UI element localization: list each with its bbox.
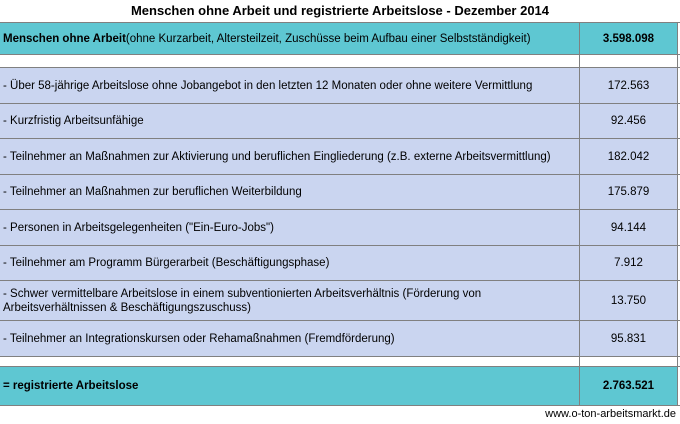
- row-label: - Teilnehmer an Integrationskursen oder Rehamaßnahmen (Fremdförderung): [0, 321, 580, 356]
- table-row: [0, 67, 680, 103]
- total-row: [0, 366, 680, 406]
- header-value: 3.598.098: [580, 23, 678, 54]
- row-value: 172.563: [580, 68, 678, 103]
- table-row: [0, 320, 680, 356]
- row-label: - Teilnehmer an Maßnahmen zur beruflichen Weiterbildung: [0, 175, 580, 209]
- row-label: - Über 58-jährige Arbeitslose ohne Jobangebot in den letzten 12 Monaten oder ohne weitere Vermittlung: [0, 68, 580, 103]
- row-label: - Kurzfristig Arbeitsunfähige: [0, 104, 580, 138]
- table-row: [0, 138, 680, 174]
- table-row: [0, 209, 680, 245]
- total-label: = registrierte Arbeitslose: [0, 367, 580, 405]
- header-row: [0, 22, 680, 54]
- row-value: 92.456: [580, 104, 678, 138]
- row-label: - Teilnehmer an Maßnahmen zur Aktivierung und beruflichen Eingliederung (z.B. externe Arbeitsvermittlung): [0, 139, 580, 174]
- spacer-value: [580, 55, 678, 67]
- spacer-row: [0, 356, 680, 366]
- row-value: 7.912: [580, 246, 678, 280]
- row-value: 94.144: [580, 210, 678, 245]
- spacer-row: [0, 54, 680, 67]
- page-title: Menschen ohne Arbeit und registrierte Arbeitslose - Dezember 2014: [130, 3, 550, 18]
- table-row: [0, 174, 680, 209]
- header-label: [0, 23, 580, 54]
- table-row: [0, 103, 680, 138]
- table-row: [0, 280, 680, 320]
- total-value: 2.763.521: [580, 367, 678, 405]
- source-footer: www.o-ton-arbeitsmarkt.de: [545, 408, 676, 420]
- row-label: - Teilnehmer am Programm Bürgerarbeit (Beschäftigungsphase): [0, 246, 580, 280]
- table-row: [0, 245, 680, 280]
- row-label: - Personen in Arbeitsgelegenheiten ("Ein-Euro-Jobs"): [0, 210, 580, 245]
- row-value: 13.750: [580, 281, 678, 320]
- row-value: 182.042: [580, 139, 678, 174]
- header-label-rest: (ohne Kurzarbeit, Altersteilzeit, Zuschüsse beim Aufbau einer Selbstständigkeit): [125, 32, 531, 45]
- spacer-label: [0, 357, 580, 366]
- spacer-value: [580, 357, 678, 366]
- row-value: 95.831: [580, 321, 678, 356]
- spacer-label: [0, 55, 580, 67]
- row-value: 175.879: [580, 175, 678, 209]
- row-label: - Schwer vermittelbare Arbeitslose in einem subventionierten Arbeitsverhältnis (Förderung von Arbeitsverhältnissen & Beschäftigungszuschuss): [0, 281, 580, 320]
- header-label-bold: Menschen ohne Arbeit: [3, 32, 126, 45]
